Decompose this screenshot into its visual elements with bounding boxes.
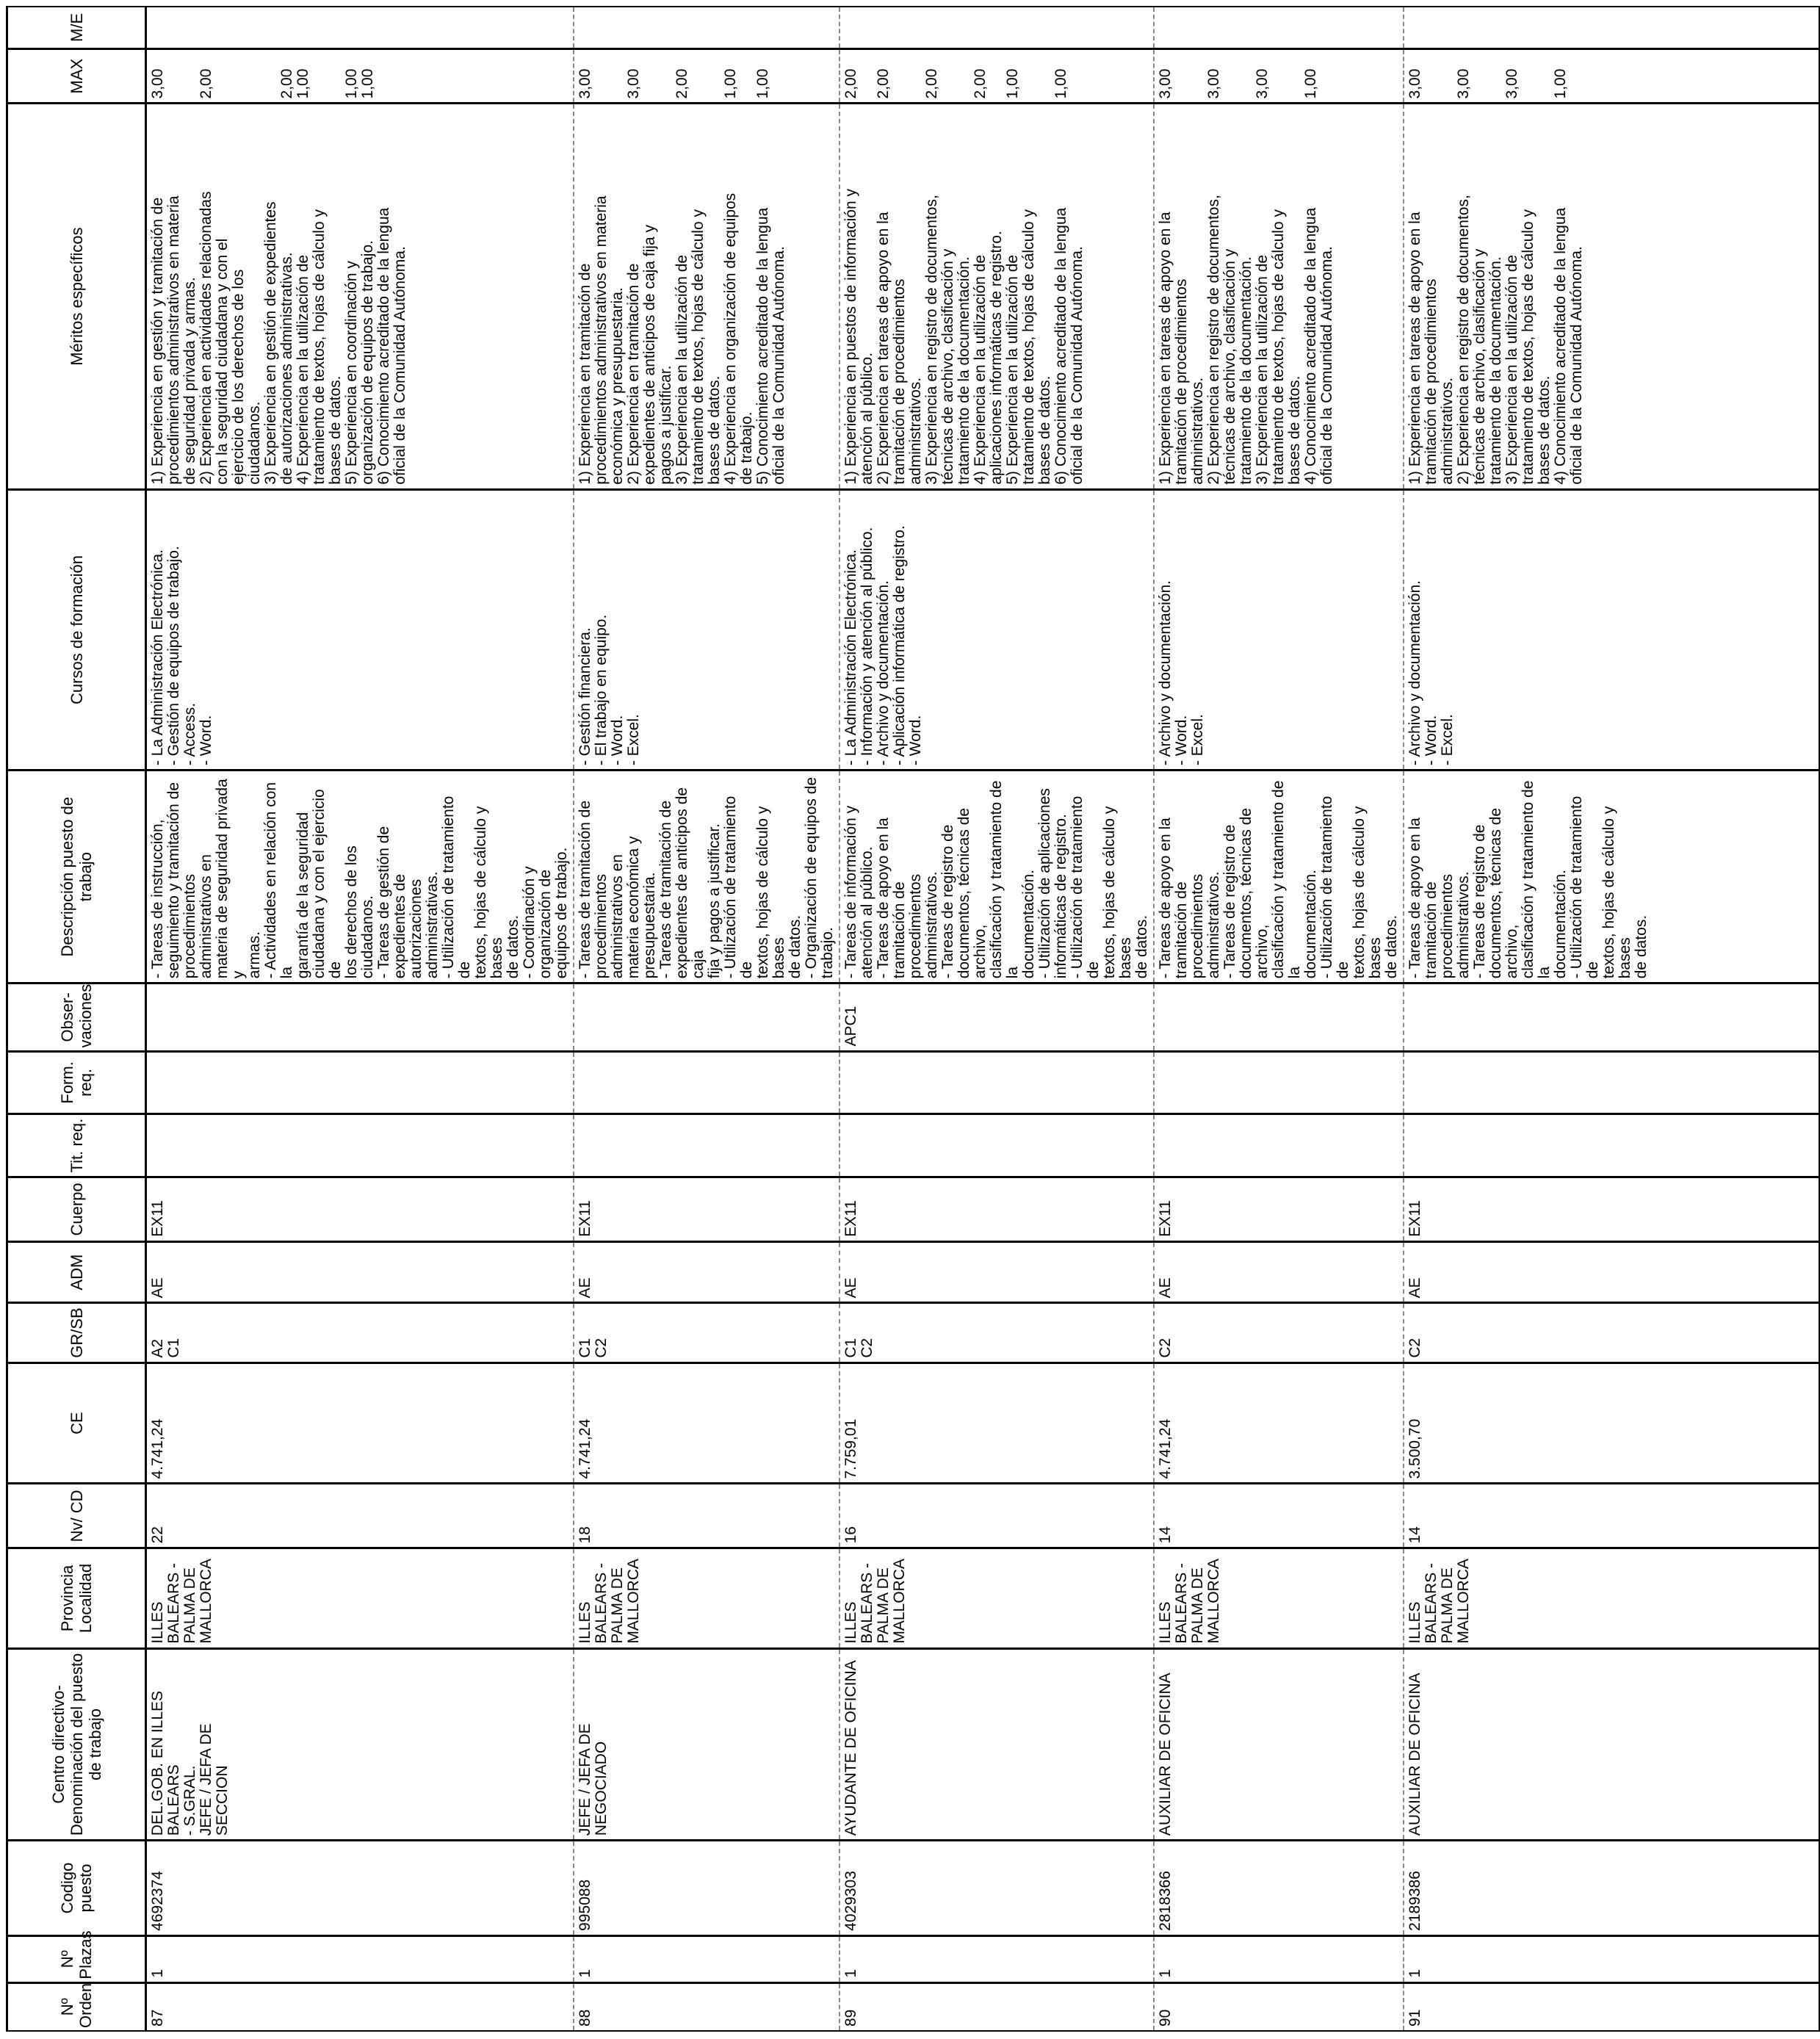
table-row: [839, 7, 1154, 2031]
cell-cuerpo: EX11: [146, 1177, 574, 1241]
header-adm: ADM: [7, 1241, 146, 1303]
header-obs: Obser- vaciones: [7, 984, 146, 1051]
cell-ce: 3.500,70: [1404, 1363, 1819, 1484]
cell-cursos: - La Administración Electrónica. - Información y atención al público. - Archivo y documentación. - Aplicación informática de registro. - Word.: [839, 489, 1154, 770]
cell-meritos: 1) Experiencia en puestos de información y atención al público. 2) Experiencia en tareas de apoyo en la tramitación de procedimientos administrativos. 3) Experiencia en registro de documentos, técnicas de archivo, clasificación y tratamiento de la documentación. 4) Experiencia en la utilización de aplicaciones informáticas de registro. 5) Experiencia en la utilización de tratamiento de textos, hojas de cálculo y bases de datos. 6) Conocimiento acreditado de la lengua oficial de la Comunidad Autónoma.: [839, 104, 1154, 489]
cell-max: 3,00 2,00 2,00 1,00 1,00 1,00: [146, 48, 574, 104]
cell-obs: APC1: [839, 984, 1154, 1051]
cell-orden: 87: [146, 1982, 574, 2031]
cell-tit: [839, 1114, 1154, 1177]
cell-meritos: 1) Experiencia en tareas de apoyo en la tramitación de procedimientos administrativos. 2) Experiencia en registro de documentos, técnicas de archivo, clasificación y tratamiento de la documentación. 3) Experiencia en la utilización de tratamiento de textos, hojas de cálculo y bases de datos. 4) Conocimiento acreditado de la lengua oficial de la Comunidad Autónoma.: [1404, 104, 1819, 489]
header-nivel: Nv/ CD: [7, 1484, 146, 1548]
cell-cursos: - La Administración Electrónica. - Gestión de equipos de trabajo. - Access. - Word.: [146, 489, 574, 770]
table-row: [1154, 7, 1404, 2031]
header-me: M/E: [7, 7, 146, 48]
header-max: MAX: [7, 48, 146, 104]
header-form: Form. req.: [7, 1051, 146, 1114]
cell-adm: AE: [1404, 1241, 1819, 1303]
cell-adm: AE: [146, 1241, 574, 1303]
table-row: [146, 7, 574, 2031]
cell-cuerpo: EX11: [1404, 1177, 1819, 1241]
cell-obs: [146, 984, 574, 1051]
header-descripcion: Descripción puesto de trabajo: [7, 771, 146, 984]
cell-centro: AUXILIAR DE OFICINA: [1154, 1648, 1404, 1841]
cell-adm: AE: [839, 1241, 1154, 1303]
header-cuerpo: Cuerpo: [7, 1177, 146, 1241]
cell-centro: AUXILIAR DE OFICINA: [1404, 1648, 1819, 1841]
cell-me: [146, 7, 574, 48]
cell-form: [146, 1051, 574, 1114]
cell-ce: 4.741,24: [1154, 1363, 1404, 1484]
cell-orden: 89: [839, 1982, 1154, 2031]
cell-provincia: ILLES BALEARS - PALMA DE MALLORCA: [146, 1548, 574, 1648]
cell-nivel: 18: [574, 1484, 839, 1548]
cell-plazas: 1: [574, 1935, 839, 1982]
cell-nivel: 14: [1404, 1484, 1819, 1548]
table-row: [1404, 7, 1819, 2031]
cell-max: 3,00 3,00 2,00 1,00 1,00: [574, 48, 839, 104]
cell-me: [1154, 7, 1404, 48]
header-tit: Tit. req.: [7, 1114, 146, 1177]
cell-adm: AE: [1154, 1241, 1404, 1303]
cell-codigo: 995088: [574, 1841, 839, 1936]
cell-plazas: 1: [146, 1935, 574, 1982]
cell-meritos: 1) Experiencia en tramitación de procedimientos administrativos en materia económica y presupuestaria. 2) Experiencia en tramitación de expedientes de anticipos de caja fija y pagos a justificar. 3) Experiencia en la utilización de tratamiento de textos, hojas de cálculo y bases de datos. 4) Experiencia en organización de equipos de trabajo. 5) Conocimiento acreditado de la lengua oficial de la Comunidad Autónoma.: [574, 104, 839, 489]
cell-cursos: - Archivo y documentación. - Word. - Excel.: [1404, 489, 1819, 770]
cell-form: [839, 1051, 1154, 1114]
header-grupo: GR/SB: [7, 1303, 146, 1363]
cell-max: 3,00 3,00 3,00 1,00: [1404, 48, 1819, 104]
header-cursos: Cursos de formación: [7, 489, 146, 770]
header-row: [7, 7, 146, 2031]
cell-max: 3,00 3,00 3,00 1,00: [1154, 48, 1404, 104]
cell-orden: 90: [1154, 1982, 1404, 2031]
cell-plazas: 1: [1404, 1935, 1819, 1982]
cell-nivel: 22: [146, 1484, 574, 1548]
cell-codigo: 2189386: [1404, 1841, 1819, 1936]
cell-nivel: 16: [839, 1484, 1154, 1548]
cell-form: [574, 1051, 839, 1114]
header-ce: CE: [7, 1363, 146, 1484]
cell-plazas: 1: [839, 1935, 1154, 1982]
cell-grupo: A2 C1: [146, 1303, 574, 1363]
cell-descripcion: - Tareas de tramitación de procedimientos administrativos en materia económica y presupuestaria. - Tareas de tramitación de expedientes de anticipos de caja fija y pagos a justificar. - Utilización de tratamiento de textos, hojas de cálculo y bases de datos. - Organización de equipos de trabajo.: [574, 771, 839, 984]
cell-codigo: 4692374: [146, 1841, 574, 1936]
cell-provincia: ILLES BALEARS - PALMA DE MALLORCA: [1404, 1548, 1819, 1648]
header-plazas: Nº Plazas: [7, 1935, 146, 1982]
cell-me: [1404, 7, 1819, 48]
cell-grupo: C2: [1154, 1303, 1404, 1363]
cell-grupo: C2: [1404, 1303, 1819, 1363]
vacancies-table: [6, 6, 1820, 2032]
cell-provincia: ILLES BALEARS - PALMA DE MALLORCA: [839, 1548, 1154, 1648]
cell-descripcion: - Tareas de instrucción, seguimiento y tramitación de procedimientos administrativos en materia de seguridad privada y armas. - Actividades en relación con la garantía de la seguridad ciudadana y con el ejercicio de los derechos de los ciudadanos. - Tareas de gestión de expedientes de autorizaciones administrativas. - Utilización de tratamiento de textos, hojas de cálculo y bases de datos. - Coordinación y organización de equipos de trabajo.: [146, 771, 574, 984]
cell-plazas: 1: [1154, 1935, 1404, 1982]
cell-grupo: C1 C2: [574, 1303, 839, 1363]
cell-tit: [1404, 1114, 1819, 1177]
cell-me: [839, 7, 1154, 48]
cell-orden: 88: [574, 1982, 839, 2031]
cell-descripcion: - Tareas de apoyo en la tramitación de procedimientos administrativos. - Tareas de registro de documentos, técnicas de archivo, clasificación y tratamiento de la documentación. - Utilización de tratamiento de textos, hojas de cálculo y bases de datos.: [1154, 771, 1404, 984]
table-row: [574, 7, 839, 2031]
cell-centro: AYUDANTE DE OFICINA: [839, 1648, 1154, 1841]
cell-tit: [574, 1114, 839, 1177]
cell-max: 2,00 2,00 2,00 2,00 1,00 1,00: [839, 48, 1154, 104]
cell-grupo: C1 C2: [839, 1303, 1154, 1363]
cell-cursos: - Gestión financiera. - El trabajo en equipo. - Word. - Excel.: [574, 489, 839, 770]
header-orden: Nº Orden: [7, 1982, 146, 2031]
cell-cursos: - Archivo y documentación. - Word. - Excel.: [1154, 489, 1404, 770]
cell-meritos: 1) Experiencia en gestión y tramitación de procedimientos administrativos en materia de seguridad privada y armas. 2) Experiencia en actividades relacionadas con la seguridad ciudadana y con el ejercicio de los derechos de los ciudadanos. 3) Experiencia en gestión de expedientes de autorizaciones administrativas. 4) Experiencia en la utilización de tratamiento de textos, hojas de cálculo y bases de datos. 5) Experiencia en coordinación y organización de equipos de trabajo. 6) Conocimiento acreditado de la lengua oficial de la Comunidad Autónoma.: [146, 104, 574, 489]
header-codigo: Codigo puesto: [7, 1841, 146, 1936]
cell-me: [574, 7, 839, 48]
header-provincia: Provincia Localidad: [7, 1548, 146, 1648]
cell-tit: [146, 1114, 574, 1177]
cell-adm: AE: [574, 1241, 839, 1303]
cell-cuerpo: EX11: [574, 1177, 839, 1241]
cell-obs: [1154, 984, 1404, 1051]
cell-provincia: ILLES BALEARS - PALMA DE MALLORCA: [574, 1548, 839, 1648]
cell-descripcion: - Tareas de información y atención al público. - Tareas de apoyo en la tramitación de procedimientos administrativos. - Tareas de registro de documentos, técnicas de archivo, clasificación y tratamiento de la documentación. - Utilización de aplicaciones informáticas de registro. - Utilización de tratamiento de textos, hojas de cálculo y bases de datos.: [839, 771, 1154, 984]
cell-orden: 91: [1404, 1982, 1819, 2031]
cell-codigo: 4029303: [839, 1841, 1154, 1936]
cell-meritos: 1) Experiencia en tareas de apoyo en la tramitación de procedimientos administrativos. 2) Experiencia en registro de documentos, técnicas de archivo, clasificación y tratamiento de la documentación. 3) Experiencia en la utilización de tratamiento de textos, hojas de cálculo y bases de datos. 4) Conocimiento acreditado de la lengua oficial de la Comunidad Autónoma.: [1154, 104, 1404, 489]
cell-centro: JEFE / JEFA DE NEGOCIADO: [574, 1648, 839, 1841]
cell-tit: [1154, 1114, 1404, 1177]
cell-centro: DEL.GOB. EN ILLES BALEARS - S.GRAL. JEFE / JEFA DE SECCION: [146, 1648, 574, 1841]
cell-codigo: 2818366: [1154, 1841, 1404, 1936]
cell-provincia: ILLES BALEARS - PALMA DE MALLORCA: [1154, 1548, 1404, 1648]
cell-ce: 4.741,24: [146, 1363, 574, 1484]
cell-form: [1154, 1051, 1404, 1114]
cell-obs: [1404, 984, 1819, 1051]
header-centro: Centro directivo- Denominación del puesto de trabajo: [7, 1648, 146, 1841]
cell-ce: 7.759,01: [839, 1363, 1154, 1484]
cell-ce: 4.741,24: [574, 1363, 839, 1484]
cell-form: [1404, 1051, 1819, 1114]
cell-cuerpo: EX11: [839, 1177, 1154, 1241]
cell-cuerpo: EX11: [1154, 1177, 1404, 1241]
header-meritos: Méritos específicos: [7, 104, 146, 489]
cell-nivel: 14: [1154, 1484, 1404, 1548]
cell-obs: [574, 984, 839, 1051]
cell-descripcion: - Tareas de apoyo en la tramitación de procedimientos administrativos. - Tareas de registro de documentos, técnicas de archivo, clasificación y tratamiento de la documentación. - Utilización de tratamiento de textos, hojas de cálculo y bases de datos.: [1404, 771, 1819, 984]
